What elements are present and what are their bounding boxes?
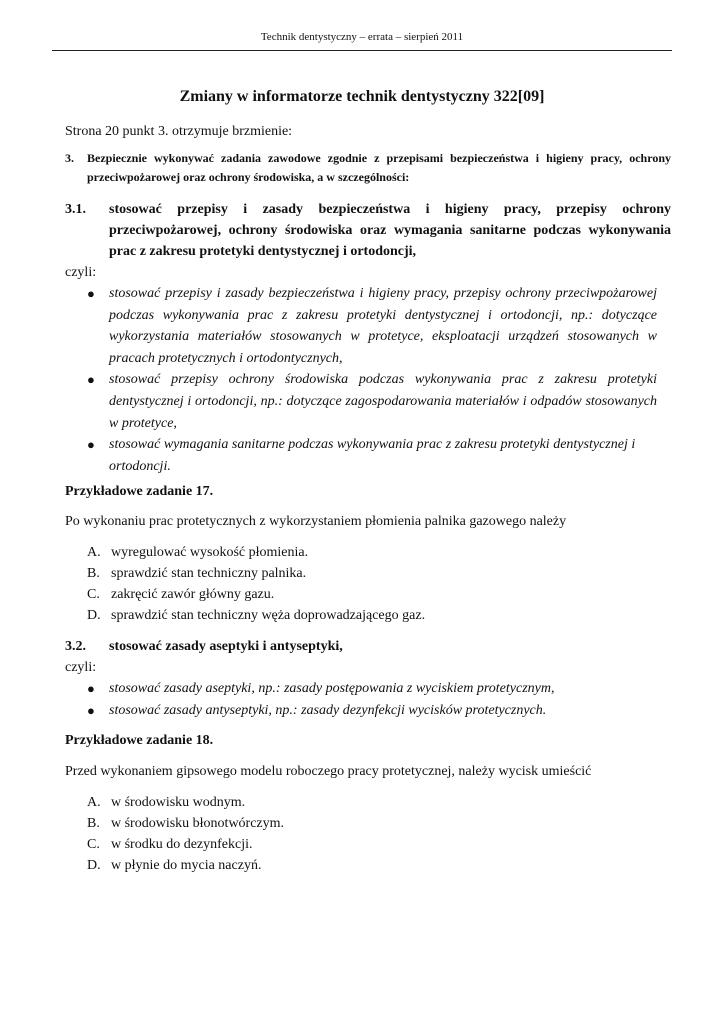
answer-text: wyregulować wysokość płomienia.: [111, 545, 309, 560]
answer-text: w płynie do mycia naczyń.: [111, 858, 262, 873]
task-18-heading: Przykładowe zadanie 18.: [65, 733, 214, 748]
list-item: [87, 369, 657, 434]
task-18-question: Przed wykonaniem gipsowego modelu roboczego pracy protetycznej, należy wycisk umieścić: [65, 764, 592, 779]
answer-letter: C.: [87, 587, 100, 602]
running-header: Technik dentystyczny – errata – sierpień 2011: [260, 31, 464, 43]
answer-letter: D.: [87, 608, 101, 623]
list-item: [87, 678, 657, 700]
bullet-icon: ●: [87, 372, 95, 388]
item-3-2-text: stosować zasady aseptyki i antyseptyki,: [109, 639, 343, 654]
item-3-1-text: stosować przepisy i zasady bezpieczeństwa i higieny pracy, przepisy ochrony przeciwpożarowej, ochrony środowiska oraz wymagania sanitarne podczas wykonywania prac z zakresu protetyki dentystycznej i ortodoncji,: [109, 202, 671, 259]
answer-option: [87, 792, 284, 813]
answer-letter: C.: [87, 837, 100, 852]
task-17-heading: Przykładowe zadanie 17.: [65, 484, 214, 499]
list-item: [87, 700, 657, 722]
section-3: [65, 149, 671, 187]
answer-option: [87, 605, 425, 626]
czyli-label: czyli:: [65, 265, 97, 280]
answer-option: [87, 542, 425, 563]
bullet-icon: ●: [87, 286, 95, 301]
bullet-text: stosować zasady aseptyki, np.: zasady postępowania z wyciskiem protetycznym,: [109, 681, 555, 696]
answer-option: [87, 834, 284, 855]
task-17-answers: [87, 542, 425, 626]
section-3-number: 3.: [65, 151, 74, 165]
answer-letter: A.: [87, 545, 101, 560]
answer-text: w środowisku błonotwórczym.: [111, 816, 285, 831]
czyli-label: czyli:: [65, 660, 97, 675]
answer-option: [87, 584, 425, 605]
task-17-question: Po wykonaniu prac protetycznych z wykorzystaniem płomienia palnika gazowego należy: [65, 514, 567, 529]
item-3-1-bullet-list: [87, 283, 657, 477]
item-3-1: [65, 199, 671, 262]
answer-letter: D.: [87, 858, 101, 873]
answer-text: sprawdzić stan techniczny palnika.: [111, 566, 307, 581]
item-3-1-number: 3.1.: [65, 202, 86, 217]
bullet-icon: ●: [87, 437, 95, 453]
item-3-2-bullet-list: [87, 678, 657, 721]
section-3-text: Bezpiecznie wykonywać zadania zawodowe zgodnie z przepisami bezpieczeństwa i higieny pracy, ochrony przeciwpożarowej oraz ochrony środowiska, a w szczególności:: [87, 151, 671, 184]
item-3-2: [65, 636, 671, 657]
answer-text: zakręcić zawór główny gazu.: [111, 587, 275, 602]
answer-text: w środowisku wodnym.: [111, 795, 246, 810]
header-rule: [52, 50, 672, 51]
bullet-text: stosować przepisy i zasady bezpieczeństwa i higieny pracy, przepisy ochrony przeciwpożarowej podczas wykonywania prac z zakresu protetyki dentystycznej i ortodoncji, np.: dotyczące wykorzystania materiałów stosowanych w protetyce, eksploatacji urządzeń stosowanych w pracach protetycznych i ortodontycznych,: [109, 286, 657, 366]
answer-letter: B.: [87, 566, 100, 581]
task-18-answers: [87, 792, 284, 876]
bullet-text: stosować zasady antyseptyki, np.: zasady dezynfekcji wycisków protetycznych.: [109, 702, 547, 718]
answer-letter: B.: [87, 816, 100, 831]
answer-text: w środku do dezynfekcji.: [111, 837, 253, 852]
document-title: Zmiany w informatorze technik dentystyczny 322[09]: [179, 88, 545, 105]
answer-text: sprawdzić stan techniczny węża doprowadzającego gaz.: [111, 608, 426, 623]
answer-option: [87, 855, 284, 876]
answer-option: [87, 563, 425, 584]
answer-letter: A.: [87, 795, 101, 810]
bullet-icon: ●: [87, 702, 95, 718]
bullet-text: stosować wymagania sanitarne podczas wykonywania prac z zakresu protetyki dentystycznej i ortodoncji.: [109, 437, 636, 474]
list-item: [87, 283, 657, 369]
list-item: [87, 434, 657, 477]
intro-paragraph: Strona 20 punkt 3. otrzymuje brzmienie:: [65, 124, 293, 139]
answer-option: [87, 813, 284, 834]
bullet-icon: ●: [87, 681, 95, 696]
bullet-text: stosować przepisy ochrony środowiska podczas wykonywania prac z zakresu protetyki dentystycznej i ortodoncji, np.: dotyczące zagospodarowania materiałów i odpadów stosowanych w protetyce,: [109, 372, 657, 431]
item-3-2-number: 3.2.: [65, 639, 86, 654]
